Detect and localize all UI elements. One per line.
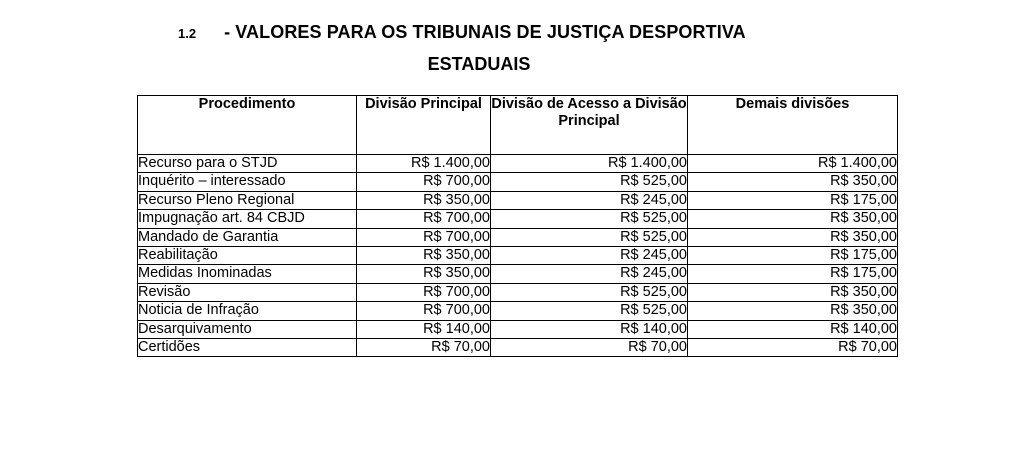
cell-divisao-principal: R$ 700,00 [357,210,491,228]
cell-procedimento: Reabilitação [138,246,357,264]
cell-divisao-acesso: R$ 1.400,00 [491,155,688,173]
table-row [138,302,898,320]
price-table-container [137,95,897,357]
cell-divisao-principal: R$ 700,00 [357,173,491,191]
cell-procedimento: Inquérito – interessado [138,173,357,191]
table-row [138,265,898,283]
cell-divisao-acesso: R$ 245,00 [491,246,688,264]
cell-divisao-acesso: R$ 245,00 [491,265,688,283]
cell-demais-divisoes: R$ 350,00 [688,283,898,301]
table-row [138,338,898,356]
cell-demais-divisoes: R$ 350,00 [688,302,898,320]
cell-procedimento: Mandado de Garantia [138,228,357,246]
cell-procedimento: Recurso para o STJD [138,155,357,173]
cell-divisao-principal: R$ 700,00 [357,302,491,320]
cell-demais-divisoes: R$ 140,00 [688,320,898,338]
cell-divisao-acesso: R$ 70,00 [491,338,688,356]
cell-procedimento: Noticia de Infração [138,302,357,320]
cell-divisao-acesso: R$ 525,00 [491,173,688,191]
cell-divisao-principal: R$ 70,00 [357,338,491,356]
cell-procedimento: Impugnação art. 84 CBJD [138,210,357,228]
column-header-divisao-acesso: Divisão de Acesso a Divisão Principal [491,96,688,155]
cell-procedimento: Certidões [138,338,357,356]
cell-divisao-acesso: R$ 525,00 [491,302,688,320]
cell-demais-divisoes: R$ 350,00 [688,210,898,228]
table-row [138,210,898,228]
table-header-row [138,96,898,155]
price-table [137,95,898,357]
cell-divisao-acesso: R$ 525,00 [491,283,688,301]
table-header [138,96,898,155]
table-row [138,155,898,173]
column-header-procedimento: Procedimento [138,96,357,155]
cell-demais-divisoes: R$ 350,00 [688,228,898,246]
cell-divisao-acesso: R$ 140,00 [491,320,688,338]
table-row [138,320,898,338]
table-row [138,246,898,264]
cell-divisao-principal: R$ 350,00 [357,265,491,283]
table-row [138,173,898,191]
cell-divisao-principal: R$ 140,00 [357,320,491,338]
cell-divisao-acesso: R$ 525,00 [491,210,688,228]
section-number: 1.2 [178,26,197,41]
cell-procedimento: Medidas Inominadas [138,265,357,283]
section-title: - VALORES PARA OS TRIBUNAIS DE JUSTIÇA DESPORTIVA [224,22,746,42]
cell-procedimento: Revisão [138,283,357,301]
heading-line-one [0,22,1024,43]
cell-procedimento: Recurso Pleno Regional [138,191,357,209]
table-body [138,155,898,357]
table-row [138,191,898,209]
cell-demais-divisoes: R$ 175,00 [688,246,898,264]
cell-divisao-principal: R$ 350,00 [357,191,491,209]
column-header-divisao-principal: Divisão Principal [357,96,491,155]
section-subtitle: ESTADUAIS [427,54,531,74]
cell-procedimento: Desarquivamento [138,320,357,338]
cell-demais-divisoes: R$ 350,00 [688,173,898,191]
cell-divisao-principal: R$ 700,00 [357,228,491,246]
column-header-demais-divisoes: Demais divisões [688,96,898,155]
cell-demais-divisoes: R$ 1.400,00 [688,155,898,173]
cell-demais-divisoes: R$ 70,00 [688,338,898,356]
cell-demais-divisoes: R$ 175,00 [688,191,898,209]
cell-demais-divisoes: R$ 175,00 [688,265,898,283]
table-row [138,228,898,246]
cell-divisao-acesso: R$ 245,00 [491,191,688,209]
section-heading [0,22,1024,75]
cell-divisao-principal: R$ 350,00 [357,246,491,264]
cell-divisao-principal: R$ 700,00 [357,283,491,301]
table-row [138,283,898,301]
cell-divisao-principal: R$ 1.400,00 [357,155,491,173]
cell-divisao-acesso: R$ 525,00 [491,228,688,246]
